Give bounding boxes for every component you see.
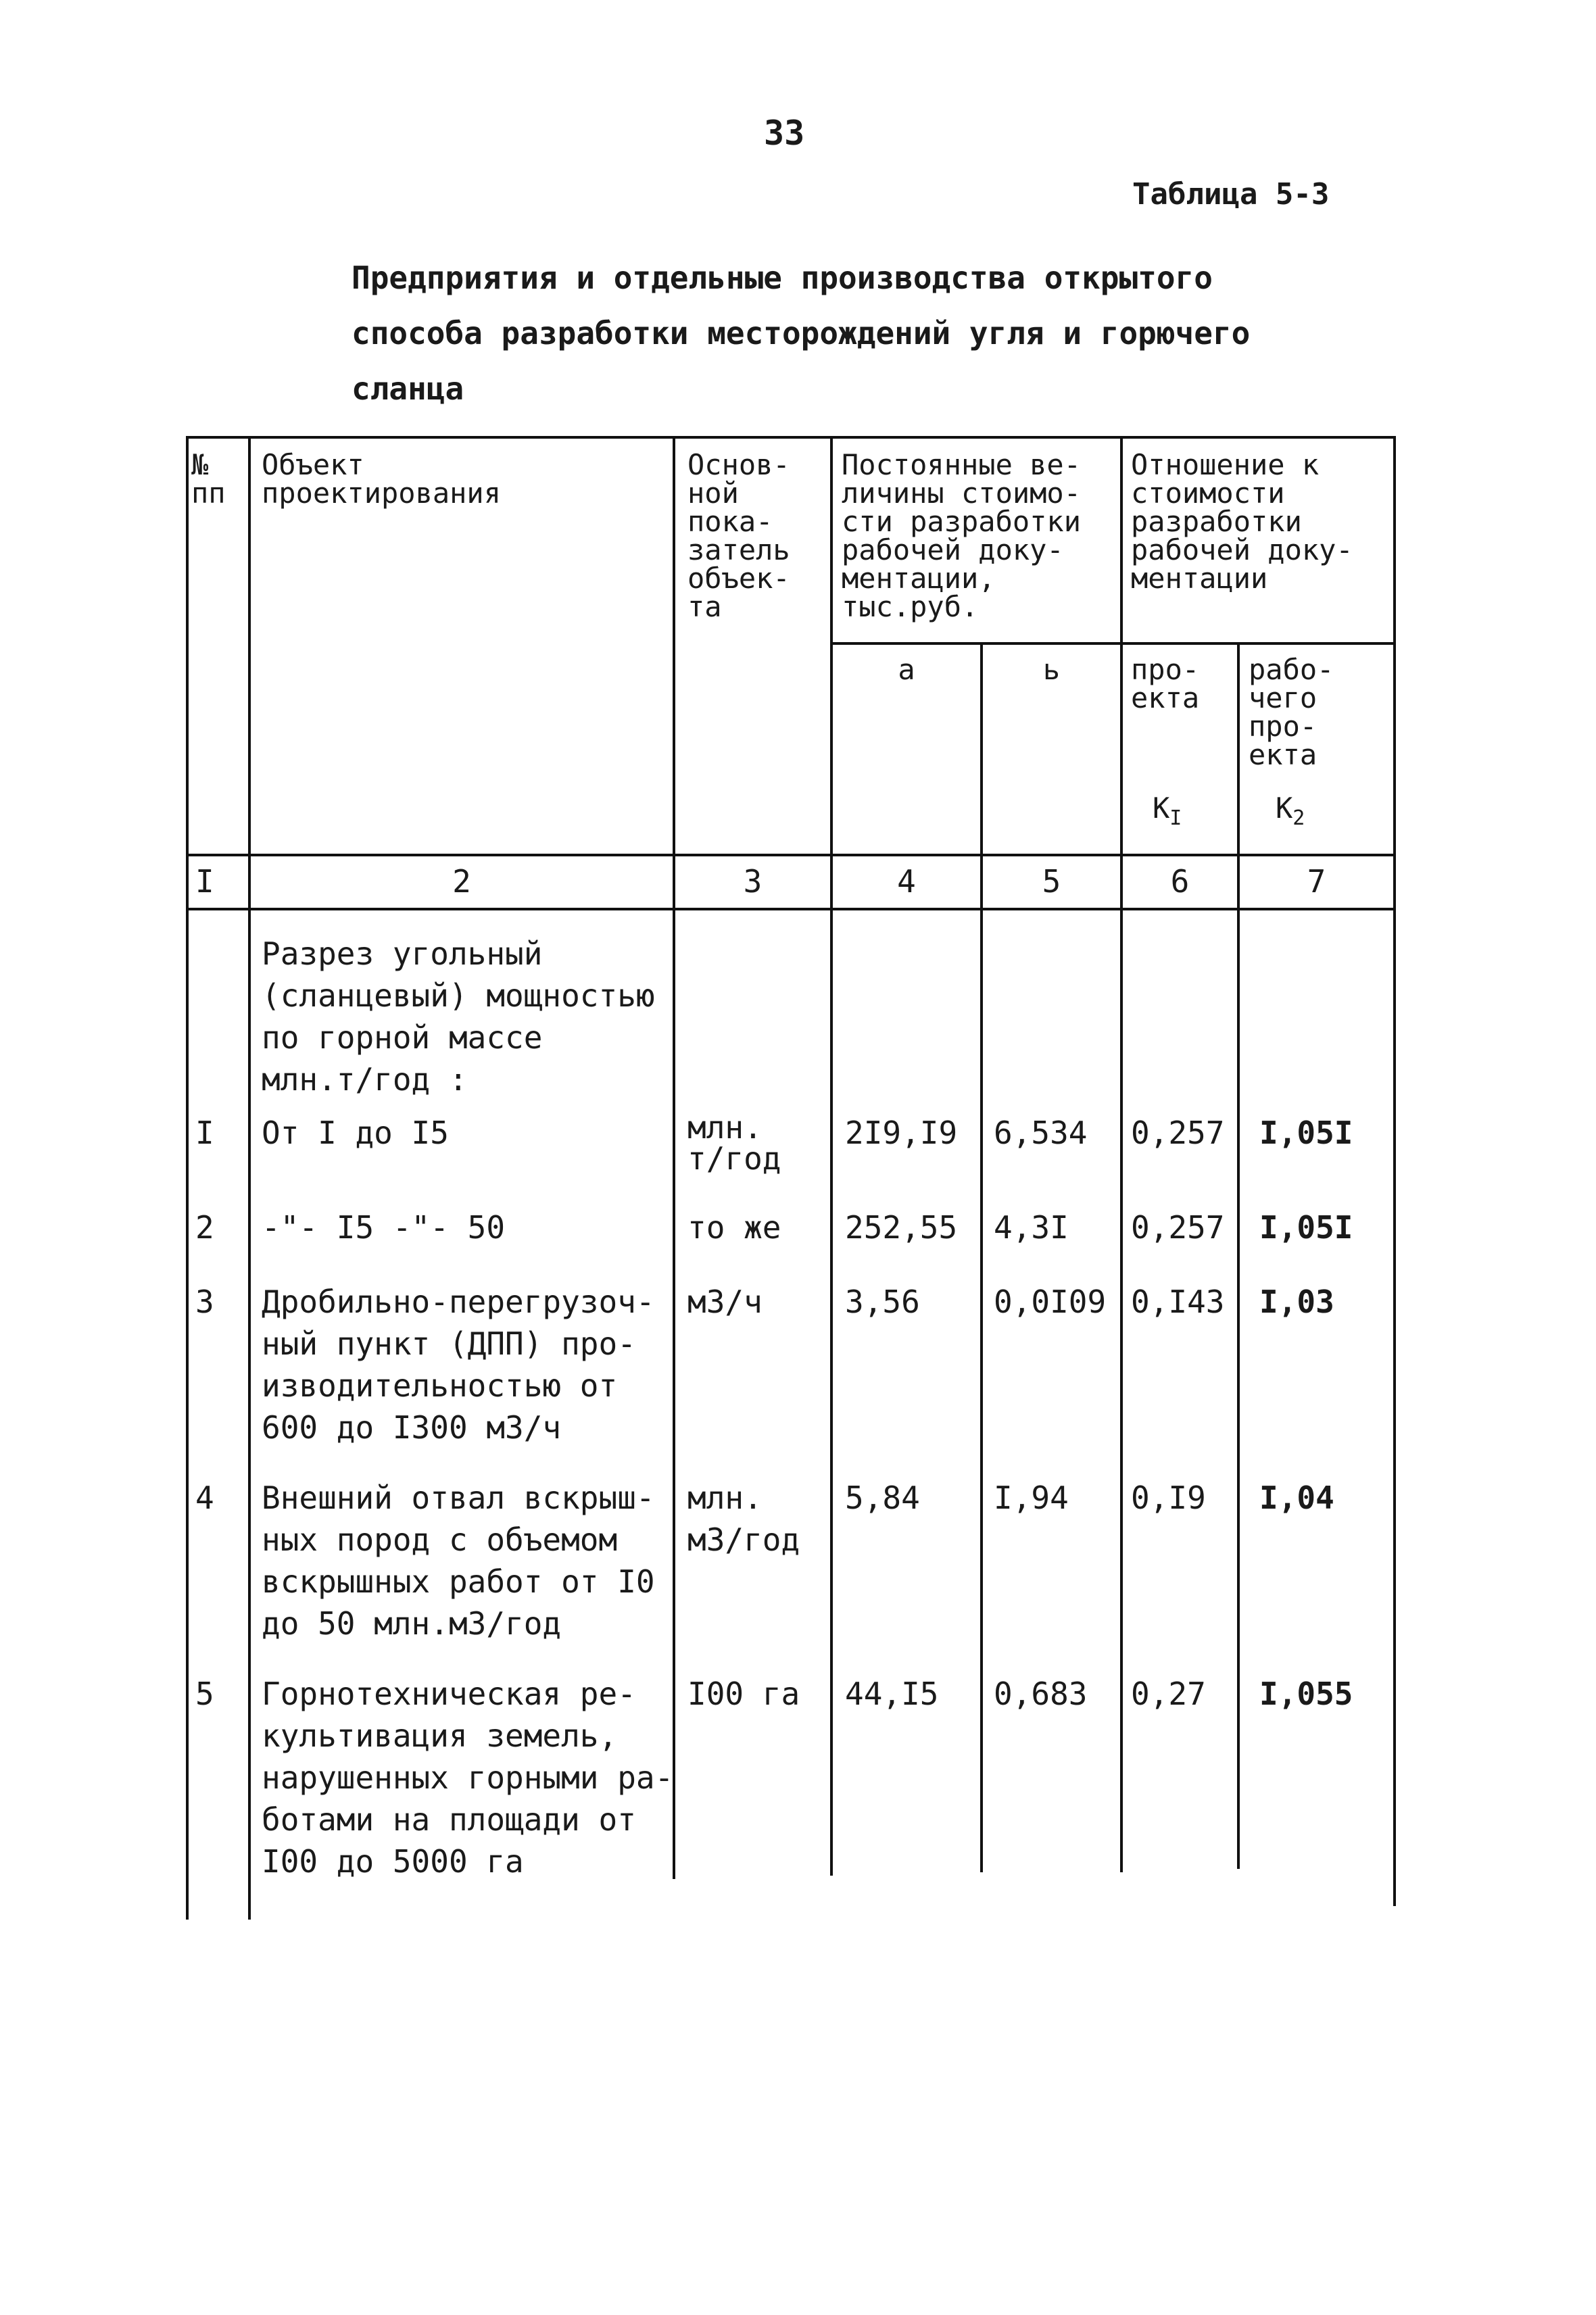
header-line: проектирования: [262, 477, 502, 510]
row-number: 3: [195, 1284, 214, 1320]
row-object-line: ботами на площади от: [262, 1801, 636, 1838]
header-line: стоимости: [1131, 477, 1285, 510]
row-object: [262, 1673, 673, 1882]
row-value-a: 44,I5: [845, 1676, 939, 1712]
subheader-divider: [830, 642, 1395, 645]
header-sub-a: а: [898, 653, 915, 686]
row-unit: [687, 1207, 781, 1248]
row-object: [262, 1477, 655, 1644]
section-heading-line: Разрез угольный: [262, 935, 543, 972]
header-line: №: [191, 448, 209, 481]
row-value-k1: 0,257: [1131, 1115, 1225, 1151]
row-value-b: 0,683: [994, 1676, 1088, 1712]
title-line: Предприятия и отдельные производства открытого: [352, 260, 1213, 296]
row-unit-line: т/год: [687, 1140, 781, 1177]
row-object: [262, 1207, 505, 1248]
header-line: пп: [191, 477, 226, 510]
row-value-a: 252,55: [845, 1209, 958, 1246]
row-object-line: От I до I5: [262, 1115, 449, 1151]
column-number: 4: [897, 863, 916, 900]
row-value-k2: I,05I: [1259, 1115, 1353, 1151]
column-number: 3: [743, 863, 763, 900]
col-divider-1: [248, 436, 251, 1920]
table-title: [352, 250, 1298, 416]
header-line: разработки: [1131, 505, 1302, 538]
k1-subscript: I: [1169, 806, 1182, 830]
row-unit-line: то же: [687, 1209, 781, 1246]
row-value-a: 3,56: [845, 1284, 920, 1320]
row-object: [262, 1112, 449, 1154]
header-sub-project: [1131, 653, 1200, 714]
column-number-divider: [186, 908, 1396, 910]
row-value-k1: 0,257: [1131, 1209, 1225, 1246]
table-left-border: [186, 436, 189, 1920]
section-heading-line: млн.т/год :: [262, 1061, 468, 1098]
row-number: 5: [195, 1676, 214, 1712]
table-label: Таблица 5-3: [1132, 177, 1330, 212]
header-line: Отношение к: [1131, 448, 1320, 481]
row-value-b: 0,0I09: [994, 1284, 1107, 1320]
k2-base: К: [1276, 791, 1293, 825]
header-line: екта: [1131, 681, 1200, 714]
header-line: чего: [1249, 681, 1317, 714]
header-line: Объект: [262, 448, 364, 481]
row-object-line: 600 до I300 м3/ч: [262, 1409, 562, 1446]
row-object: [262, 1281, 655, 1448]
header-constant-values: [842, 448, 1082, 623]
header-line: ментации,: [842, 562, 996, 595]
row-value-k1: 0,27: [1131, 1676, 1206, 1712]
row-value-a: 2I9,I9: [845, 1115, 958, 1151]
header-k2: [1276, 791, 1305, 833]
row-object-line: ный пункт (ДПП) про-: [262, 1325, 636, 1362]
page-number: 33: [764, 114, 805, 153]
header-line: та: [687, 590, 722, 623]
row-object-line: Внешний отвал вскрыш-: [262, 1480, 655, 1516]
header-line: про-: [1249, 710, 1317, 743]
row-object-line: ных пород с объемом: [262, 1521, 618, 1558]
col-divider-2: [673, 436, 675, 1879]
column-number: 6: [1170, 863, 1190, 900]
col-divider-6: [1237, 642, 1240, 1869]
row-unit: [687, 1109, 781, 1177]
row-value-k2: I,03: [1259, 1284, 1334, 1320]
row-value-k1: 0,I9: [1131, 1480, 1206, 1516]
row-unit-line: млн.: [687, 1480, 763, 1516]
header-line: екта: [1249, 738, 1317, 771]
header-line: рабочей доку-: [842, 533, 1064, 566]
header-object: [262, 448, 502, 510]
row-number: 4: [195, 1480, 214, 1516]
row-value-k1: 0,I43: [1131, 1284, 1225, 1320]
header-k1: [1153, 791, 1182, 833]
header-line: ной: [687, 477, 739, 510]
row-object-line: до 50 млн.м3/год: [262, 1605, 562, 1642]
column-number: 7: [1307, 863, 1326, 900]
header-line: сти разработки: [842, 505, 1082, 538]
header-sub-work-project: [1249, 653, 1334, 771]
column-number: 5: [1042, 863, 1061, 900]
header-line: ментации: [1131, 562, 1268, 595]
row-unit-line: I00 га: [687, 1676, 800, 1712]
header-line: личины стоимо-: [842, 477, 1082, 510]
header-line: объек-: [687, 562, 790, 595]
k2-subscript: 2: [1292, 806, 1305, 830]
header-indicator: [687, 448, 790, 623]
header-ratio: [1131, 448, 1353, 595]
table-right-border: [1393, 436, 1396, 1906]
title-line: способа разработки месторождений угля и горючего: [352, 315, 1251, 351]
row-object-line: Горнотехническая ре-: [262, 1676, 636, 1712]
header-line: Постоянные ве-: [842, 448, 1082, 481]
section-heading-line: по горной массе: [262, 1019, 543, 1056]
header-number: [191, 448, 226, 510]
row-value-k2: I,04: [1259, 1480, 1334, 1516]
header-line: тыс.руб.: [842, 590, 979, 623]
title-line: сланца: [352, 370, 464, 407]
row-unit: [687, 1673, 800, 1715]
row-value-a: 5,84: [845, 1480, 920, 1516]
column-number: I: [195, 863, 214, 900]
row-number: I: [195, 1115, 214, 1151]
row-object-line: культивация земель,: [262, 1717, 618, 1754]
row-object-line: вскрышных работ от I0: [262, 1563, 655, 1600]
header-line: рабочей доку-: [1131, 533, 1353, 566]
row-unit-line: м3/ч: [687, 1284, 763, 1320]
row-value-b: I,94: [994, 1480, 1069, 1516]
row-unit-line: м3/год: [687, 1521, 800, 1558]
row-object-line: I00 до 5000 га: [262, 1843, 524, 1880]
col-divider-3: [830, 436, 833, 1876]
k1-base: К: [1153, 791, 1170, 825]
row-unit: [687, 1281, 763, 1323]
header-line: про-: [1131, 653, 1200, 686]
header-line: рабо-: [1249, 653, 1334, 686]
section-heading: [262, 933, 655, 1100]
row-value-b: 6,534: [994, 1115, 1088, 1151]
header-sub-b: ь: [1042, 653, 1061, 686]
col-divider-4: [980, 642, 983, 1872]
header-bottom-border: [186, 854, 1396, 856]
header-line: пока-: [687, 505, 773, 538]
row-object-line: -"- I5 -"- 50: [262, 1209, 506, 1246]
header-line: Основ-: [687, 448, 790, 481]
row-number: 2: [195, 1209, 214, 1246]
row-value-k2: I,05I: [1259, 1209, 1353, 1246]
section-heading-line: (сланцевый) мощностью: [262, 977, 655, 1014]
row-object-line: нарушенных горными ра-: [262, 1759, 674, 1796]
row-unit-line: млн.: [687, 1109, 763, 1146]
column-number: 2: [452, 863, 471, 900]
header-line: затель: [687, 533, 790, 566]
table-top-border: [186, 436, 1396, 439]
cost-table: [186, 436, 1396, 1920]
row-value-b: 4,3I: [994, 1209, 1069, 1246]
row-object-line: изводительностью от: [262, 1367, 618, 1404]
row-value-k2: I,055: [1259, 1676, 1353, 1712]
row-unit: [687, 1477, 800, 1561]
col-divider-5: [1120, 436, 1123, 1872]
row-object-line: Дробильно-перегрузоч-: [262, 1284, 655, 1320]
